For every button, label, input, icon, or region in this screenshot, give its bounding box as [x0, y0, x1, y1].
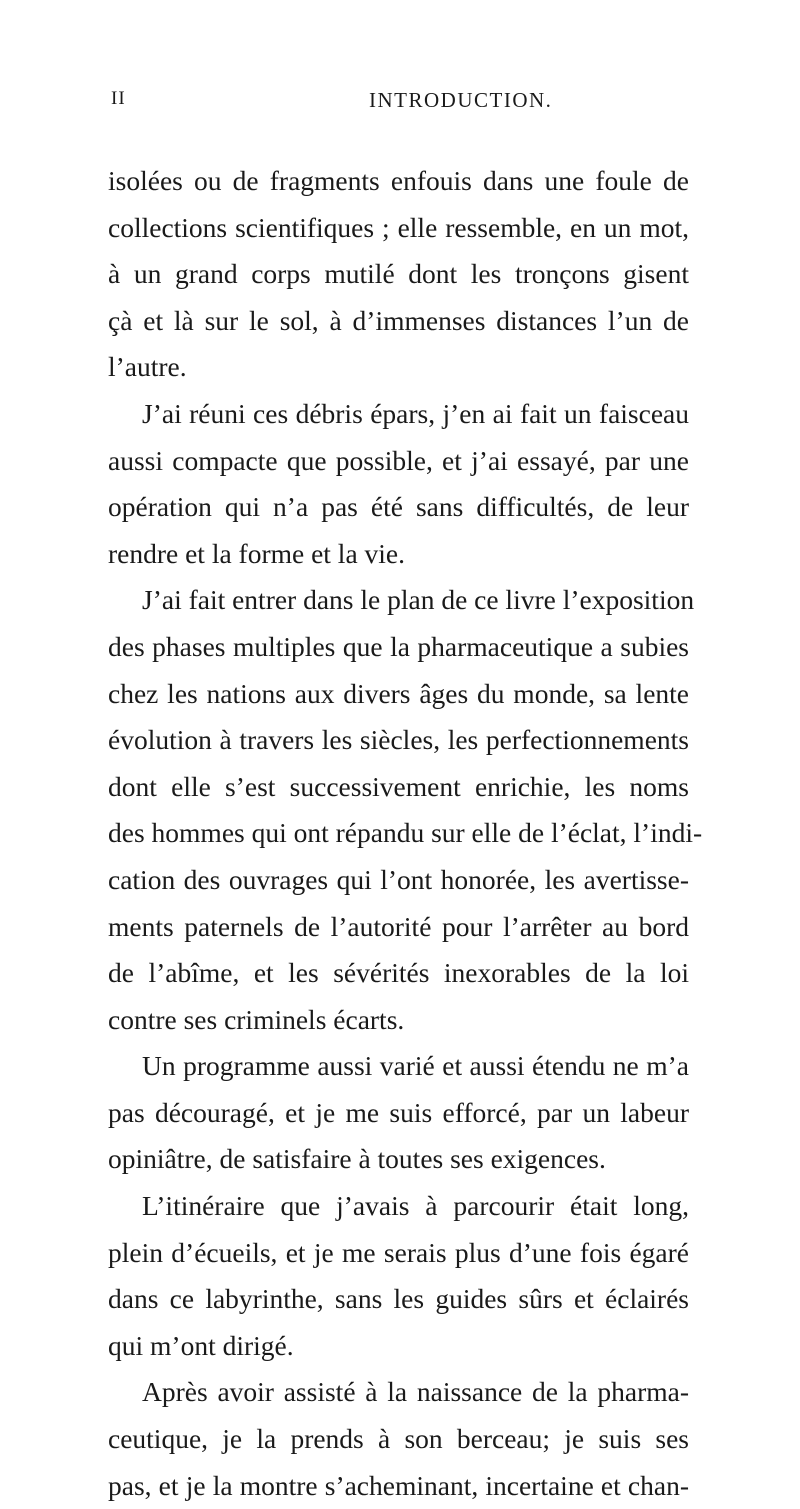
running-head [111, 88, 688, 118]
text-line: ceutique, je la prends à son berceau; je suis ses [108, 1423, 689, 1455]
text-line: Un programme aussi varié et aussi étendu ne m’a [142, 1050, 689, 1082]
text-line: collections scientifiques ; elle ressemble, en un mot, [108, 211, 689, 243]
text-line: opération qui n’a pas été sans difficultés, de leur [108, 491, 689, 523]
text-line: des hommes qui ont répandu sur elle de l’éclat, l’indi- [108, 817, 703, 849]
text-line: opiniâtre, de satisfaire à toutes ses exigences. [108, 1143, 606, 1175]
text-line: L’itinéraire que j’avais à parcourir était long, [142, 1190, 689, 1222]
body-text [108, 158, 703, 1509]
text-line: Après avoir assisté à la naissance de la pharma- [142, 1376, 689, 1408]
text-line: évolution à travers les siècles, les perfectionnements [108, 724, 689, 756]
text-line: dans ce labyrinthe, sans les guides sûrs et éclairés [108, 1283, 689, 1315]
text-line: des phases multiples que la pharmaceutique a subies [108, 630, 689, 662]
text-line: de l’abîme, et les sévérités inexorables de la loi [108, 957, 689, 989]
running-title: INTRODUCTION. [369, 88, 553, 112]
text-line: aussi compacte que possible, et j’ai essayé, par une [108, 444, 689, 476]
page-number: II [111, 88, 126, 109]
text-line: à un grand corps mutilé dont les tronçons gisent [108, 258, 689, 290]
text-line: qui m’ont dirigé. [108, 1329, 294, 1361]
text-line: rendre et la forme et la vie. [108, 537, 405, 569]
text-line: contre ses criminels écarts. [108, 1003, 405, 1035]
text-line: dont elle s’est successivement enrichie, les noms [108, 770, 689, 802]
text-line: çà et là sur le sol, à d’immenses distances l’un de [108, 304, 689, 336]
text-line: isolées ou de fragments enfouis dans une foule de [108, 165, 689, 196]
text-line: pas, et je la montre s’acheminant, incertaine et chan- [108, 1469, 689, 1501]
text-line: J’ai fait entrer dans le plan de ce livre l’exposition [142, 584, 695, 616]
text-line: pas découragé, et je me suis efforcé, par un labeur [108, 1096, 689, 1128]
text-line: ments paternels de l’autorité pour l’arrêter au bord [108, 910, 689, 942]
text-line: J’ai réuni ces débris épars, j’en ai fait un faisceau [142, 397, 689, 429]
text-line: l’autre. [108, 351, 187, 383]
text-line: chez les nations aux divers âges du monde, sa lente [108, 677, 689, 709]
text-line: cation des ouvrages qui l’ont honorée, les avertisse- [108, 863, 689, 895]
text-line: plein d’écueils, et je me serais plus d’une fois égaré [108, 1236, 689, 1268]
